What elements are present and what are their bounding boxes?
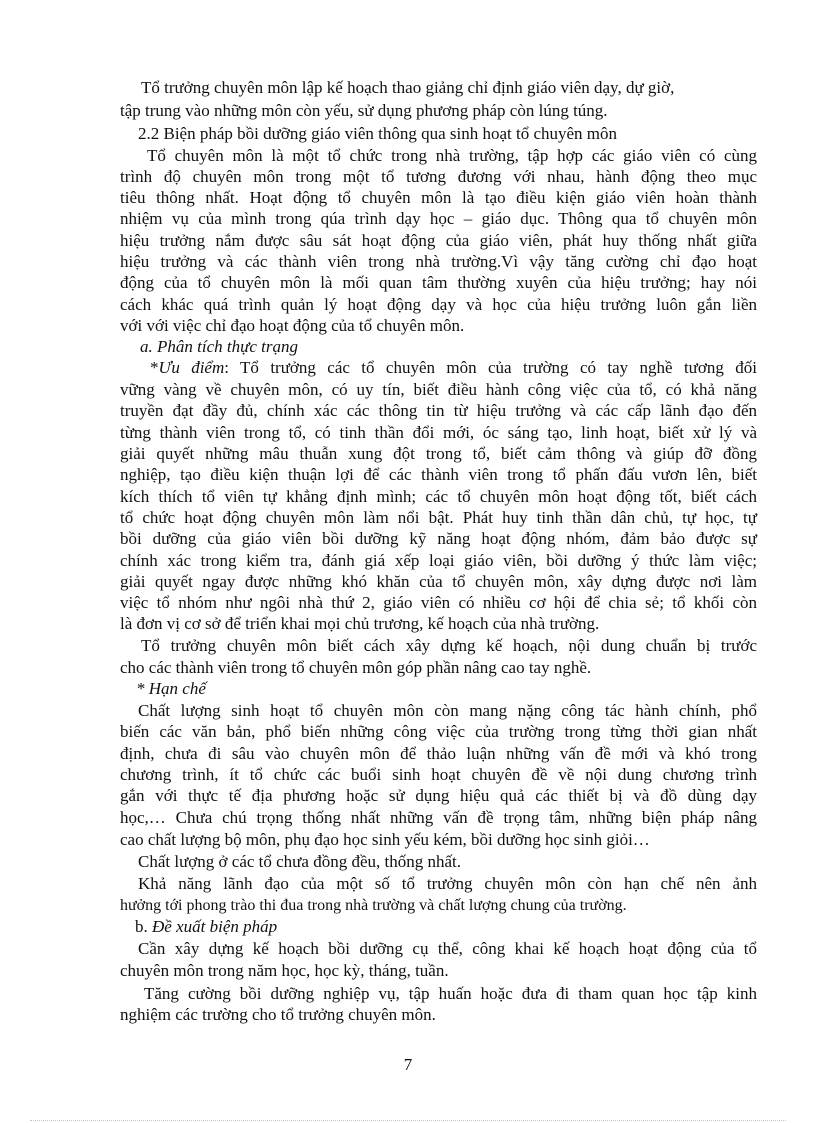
- text-line: Cần xây dựng kế hoạch bồi dưỡng cụ thể, công khai kế hoạch hoạt động của tổ: [138, 939, 757, 958]
- text-line: biến các văn bản, phổ biến những công việc của trường trong từng thời gian nhất: [120, 722, 757, 741]
- text-line: việc tổ nhóm như ngôi nhà thứ 2, giáo viên có nhiều cơ hội để chia sẻ; tổ khối còn: [120, 593, 757, 612]
- text-line: Chất lượng sinh hoạt tổ chuyên môn còn mang nặng công tác hành chính, phổ: [138, 701, 757, 720]
- subsection-title: Đề xuất biện pháp: [152, 917, 278, 936]
- text-line: Chất lượng ở các tổ chưa đồng đều, thống nhất.: [138, 852, 461, 871]
- text-line: kích thích tổ viên tự khẳng định mình; các tổ chuyên môn hoạt động tốt, biết cách: [120, 487, 757, 506]
- subsection-heading: * Hạn chế: [136, 679, 206, 698]
- text-line: hiệu trưởng và các thành viên trong nhà trường.Vì vậy tăng cường chỉ đạo hoạt: [120, 252, 757, 271]
- text-line: chính xác trong kiểm tra, đánh giá xếp loại giáo viên, bồi dưỡng ý thức làm việc;: [120, 551, 757, 570]
- text-line: động của tổ chuyên môn là mối quan tâm thường xuyên của hiệu trưởng; hay nói: [120, 273, 757, 292]
- text-line: Tổ trưởng chuyên môn biết cách xây dựng kế hoạch, nội dung chuẩn bị trước: [141, 636, 757, 655]
- text-line: tổ chức hoạt động chuyên môn làm nổi bật. Phát huy tinh thần dân chủ, tự học, tự: [120, 508, 757, 527]
- text-line: cao chất lượng bộ môn, phụ đạo học sinh yếu kém, bồi dưỡng học sinh giỏi…: [120, 830, 650, 849]
- text-line: nghiệm các trường cho tổ trưởng chuyên môn.: [120, 1005, 436, 1024]
- text-line: giải quyết ngay được những khó khăn của tổ chuyên môn, xây dựng được nơi làm: [120, 572, 757, 591]
- page-bottom-divider: [30, 1120, 786, 1121]
- text-line: với với việc chỉ đạo hoạt động của tổ chuyên môn.: [120, 316, 465, 335]
- text-line: hưởng tới phong trào thi đua trong nhà trường và chất lượng chung của trường.: [120, 897, 627, 914]
- text-line: học,… Chưa chú trọng thống nhất những vấn đề trọng tâm, những biện pháp nâng: [120, 808, 757, 827]
- text-line: chuyên môn trong năm học, học kỳ, tháng, tuần.: [120, 961, 449, 980]
- text-line: truyền đạt đầy đủ, chính xác các thông tin từ hiệu trưởng và các cấp lãnh đạo đến: [120, 401, 757, 420]
- text-line: trình độ chuyên môn trong một tổ tương đương với nhau, hành động theo mục: [120, 167, 757, 186]
- text-line: bồi dưỡng của giáo viên bồi dưỡng kỹ năng hoạt động nhóm, đảm bảo được sự: [120, 529, 757, 548]
- text-line: nhiệm vụ của mình trong qúa trình dạy học – giáo dục. Thông qua tổ chuyên môn: [120, 209, 757, 228]
- text-line: tập trung vào những môn còn yếu, sử dụng phương pháp còn lúng túng.: [120, 101, 608, 120]
- text-line: nghiệp, tạo điều kiện thuận lợi để các thành viên trong tổ phấn đấu vươn lên, biết: [120, 465, 757, 484]
- text-line: Tổ trưởng chuyên môn lập kế hoạch thao giảng chỉ định giáo viên dạy, dự giờ,: [141, 78, 675, 97]
- text-line: vững vàng về chuyên môn, có uy tín, biết điều hành công việc của tổ, có khả năng: [120, 380, 757, 399]
- text-span: : Tổ trưởng các tổ chuyên môn của trường có tay nghề tương đối: [224, 358, 757, 377]
- text-line: gắn với thực tế địa phương hoặc sử dụng hiệu quả các thiết bị và đồ dùng dạy: [120, 786, 757, 805]
- subsection-marker: b.: [135, 917, 152, 936]
- text-line: Tăng cường bồi dưỡng nghiệp vụ, tập huấn hoặc đưa đi tham quan học tập kinh: [144, 984, 757, 1003]
- section-heading: 2.2 Biện pháp bồi dưỡng giáo viên thông qua sinh hoạt tổ chuyên môn: [138, 124, 618, 143]
- text-line: *Ưu điểm: Tổ trưởng các tổ chuyên môn của trường có tay nghề tương đối: [150, 358, 757, 377]
- text-line: từng thành viên trong tổ, có tinh thần đổi mới, óc sáng tạo, linh hoạt, biết xử lý và: [120, 423, 757, 442]
- page-number: 7: [403, 1055, 413, 1074]
- text-line: hiệu trưởng nắm được sâu sát hoạt động của giáo viên, phát huy thống nhất giữa: [120, 231, 757, 250]
- text-line: định, chưa đi sâu vào chuyên môn để thảo luận những vấn đề mới và khó trong: [120, 744, 757, 763]
- text-line: cho các thành viên trong tổ chuyên môn góp phần nâng cao tay nghề.: [120, 658, 592, 677]
- subsection-heading: [135, 917, 277, 937]
- text-line: cách khác quá trình quản lý hoạt động dạy và học của hiệu trưởng luôn gắn liền: [120, 295, 757, 314]
- text-line: Khả năng lãnh đạo của một số tổ trưởng chuyên môn còn hạn chế nên ảnh: [138, 874, 757, 893]
- text-line: tiêu thông nhất. Hoạt động tổ chuyên môn là tạo điều kiện giáo viên hoàn thành: [120, 188, 757, 207]
- strengths-label: Ưu điểm: [158, 358, 225, 377]
- subsection-heading: a. Phân tích thực trạng: [140, 337, 299, 356]
- text-line: là đơn vị cơ sở để triển khai mọi chủ trương, kế hoạch của nhà trường.: [120, 614, 600, 633]
- text-line: Tổ chuyên môn là một tổ chức trong nhà trường, tập hợp các giáo viên có cùng: [147, 146, 757, 165]
- text-line: giải quyết những mâu thuẫn xung đột trong tổ, biết cảm thông và giúp đỡ đồng: [120, 444, 757, 463]
- text-line: chương trình, ít tổ chức các buổi sinh hoạt chuyên đề về nội dung chương trình: [120, 765, 757, 784]
